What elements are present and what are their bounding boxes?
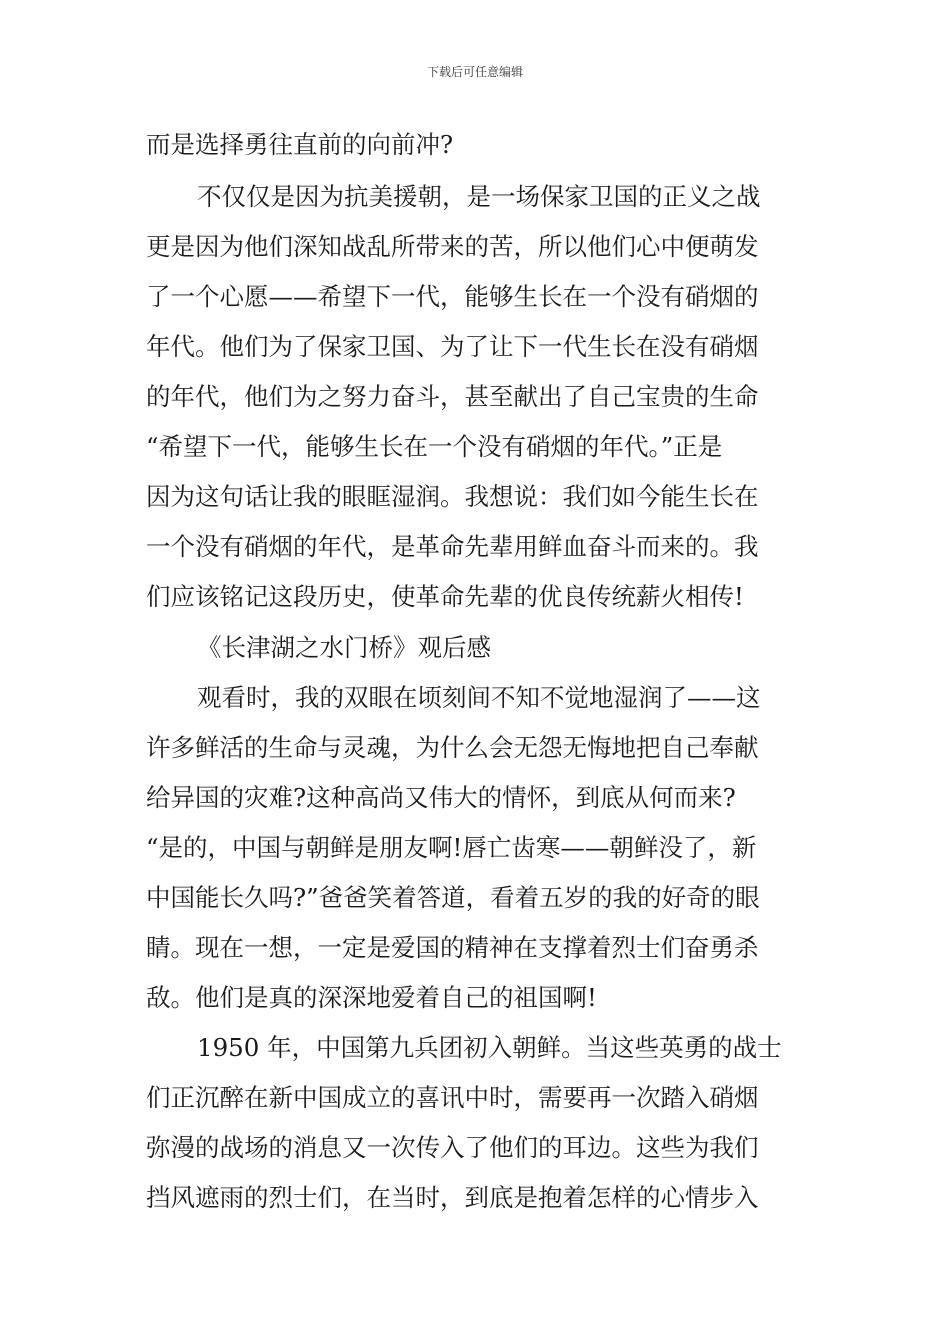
body-text-line: 挡风遮雨的烈士们，在当时，到底是抱着怎样的心情步入 xyxy=(146,1183,759,1212)
body-text-line: 观看时，我的双眼在顷刻间不知不觉地湿润了——这 xyxy=(197,683,761,712)
body-text-line: 许多鲜活的生命与灵魂，为什么会无怨无悔地把自己奉献 xyxy=(146,733,759,762)
body-text-line: 了一个心愿——希望下一代，能够生长在一个没有硝烟的 xyxy=(146,282,759,311)
body-text-line: “希望下一代，能够生长在一个没有硝烟的年代。”正是 xyxy=(146,432,723,461)
body-text-line: 中国能长久吗?”爸爸笑着答道，看着五岁的我的好奇的眼 xyxy=(146,883,760,912)
body-text-line: 一个没有硝烟的年代，是革命先辈用鲜血奋斗而来的。我 xyxy=(146,532,759,561)
body-text-line: 年代。他们为了保家卫国、为了让下一代生长在没有硝烟 xyxy=(146,332,759,361)
body-text-line: 更是因为他们深知战乱所带来的苦，所以他们心中便萌发 xyxy=(146,232,759,261)
body-text-line: 弥漫的战场的消息又一次传入了他们的耳边。这些为我们 xyxy=(146,1133,759,1162)
body-text-line: 给异国的灾难?这种高尚又伟大的情怀，到底从何而来? xyxy=(146,783,736,812)
section-title: 《长津湖之水门桥》观后感 xyxy=(197,633,491,662)
body-text-line: 而是选择勇往直前的向前冲? xyxy=(146,130,454,159)
body-text-line: 1950 年，中国第九兵团初入朝鲜。当这些英勇的战士 xyxy=(197,1033,782,1062)
body-text-line: 的年代，他们为之努力奋斗，甚至献出了自己宝贵的生命 xyxy=(146,382,759,411)
body-text-line: 睛。现在一想，一定是爱国的精神在支撑着烈士们奋勇杀 xyxy=(146,933,759,962)
body-text-line: 不仅仅是因为抗美援朝，是一场保家卫国的正义之战 xyxy=(197,182,761,211)
body-text-line: 们应该铭记这段历史，使革命先辈的优良传统薪火相传! xyxy=(146,582,744,611)
body-text-line: 们正沉醉在新中国成立的喜讯中时，需要再一次踏入硝烟 xyxy=(146,1083,759,1112)
body-text-line: 敌。他们是真的深深地爱着自己的祖国啊! xyxy=(146,983,597,1012)
body-text-line: 因为这句话让我的眼眶湿润。我想说：我们如今能生长在 xyxy=(146,482,759,511)
page-header-note: 下载后可任意编辑 xyxy=(426,65,523,79)
body-text-line: “是的，中国与朝鲜是朋友啊!唇亡齿寒——朝鲜没了，新 xyxy=(146,833,757,862)
